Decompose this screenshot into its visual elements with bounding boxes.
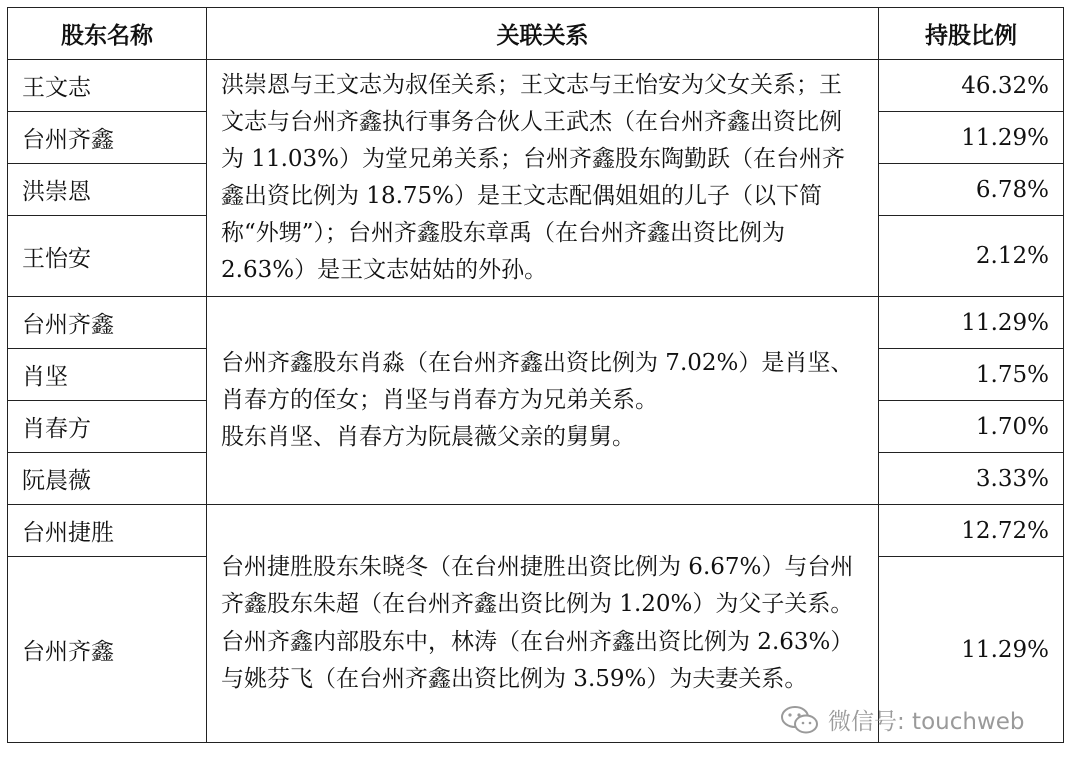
wechat-watermark xyxy=(780,703,1025,736)
holding-ratio: 11.29% xyxy=(879,557,1064,743)
holding-ratio: 6.78% xyxy=(879,164,1064,216)
shareholder-name: 台州齐鑫 xyxy=(8,297,207,349)
shareholder-name: 台州捷胜 xyxy=(8,505,207,557)
shareholder-name: 肖坚 xyxy=(8,349,207,401)
relation-description: 洪崇恩与王文志为叔侄关系；王文志与王怡安为父女关系；王文志与台州齐鑫执行事务合伙人王武杰（在台州齐鑫出资比例为 11.03%）为堂兄弟关系；台州齐鑫股东陶勤跃（在台州齐鑫出资比例为 18.75%）是王文志配偶姐姐的儿子（以下简称“外甥”）；台州齐鑫股东章禹（在台州齐鑫出资比例为 2.63%）是王文志姑姑的外孙。 xyxy=(207,60,879,297)
header-relation: 关联关系 xyxy=(207,8,879,60)
header-shareholder-name: 股东名称 xyxy=(8,8,207,60)
holding-ratio: 1.70% xyxy=(879,401,1064,453)
holding-ratio: 11.29% xyxy=(879,297,1064,349)
table-row xyxy=(8,60,1064,112)
relation-description: 台州齐鑫股东肖淼（在台州齐鑫出资比例为 7.02%）是肖坚、肖春方的侄女；肖坚与肖春方为兄弟关系。 股东肖坚、肖春方为阮晨薇父亲的舅舅。 xyxy=(207,297,879,505)
holding-ratio: 11.29% xyxy=(879,112,1064,164)
holding-ratio: 12.72% xyxy=(879,505,1064,557)
holding-ratio: 1.75% xyxy=(879,349,1064,401)
shareholder-relation-table xyxy=(7,7,1064,743)
holding-ratio: 2.12% xyxy=(879,216,1064,297)
shareholder-name: 肖春方 xyxy=(8,401,207,453)
shareholder-name: 阮晨薇 xyxy=(8,453,207,505)
header-ratio: 持股比例 xyxy=(879,8,1064,60)
header-row xyxy=(8,8,1064,60)
shareholder-name: 洪崇恩 xyxy=(8,164,207,216)
shareholder-name: 台州齐鑫 xyxy=(8,557,207,743)
table-row xyxy=(8,505,1064,557)
shareholder-name: 王怡安 xyxy=(8,216,207,297)
shareholder-name: 台州齐鑫 xyxy=(8,112,207,164)
holding-ratio: 3.33% xyxy=(879,453,1064,505)
wechat-icon xyxy=(780,705,820,735)
holding-ratio: 46.32% xyxy=(879,60,1064,112)
watermark-text: 微信号: touchweb xyxy=(828,709,1025,735)
table-row xyxy=(8,297,1064,349)
shareholder-name: 王文志 xyxy=(8,60,207,112)
relation-description: 台州捷胜股东朱晓冬（在台州捷胜出资比例为 6.67%）与台州齐鑫股东朱超（在台州齐鑫出资比例为 1.20%）为父子关系。 台州齐鑫内部股东中，林涛（在台州齐鑫出资比例为 2.63%）与姚芬飞（在台州齐鑫出资比例为 3.59%）为夫妻关系。 xyxy=(207,505,879,743)
